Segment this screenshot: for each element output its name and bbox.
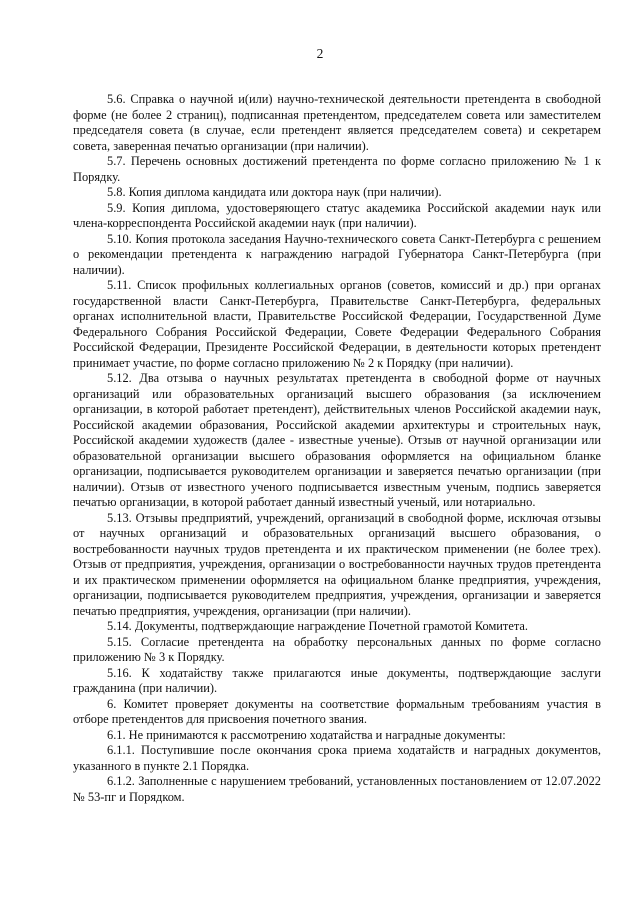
paragraph-5-7: 5.7. Перечень основных достижений претендента по форме согласно приложению № 1 к Порядку. bbox=[73, 154, 601, 184]
paragraph-5-10: 5.10. Копия протокола заседания Научно-технического совета Санкт-Петербурга с решением о рекомендации претендента к награждению наградой Губернатора Санкт-Петербурга (при наличии). bbox=[73, 231, 601, 277]
paragraph-5-6: 5.6. Справка о научной и(или) научно-технической деятельности претендента в свободной форме (не более 2 страниц), подписанная претендентом, председателем совета или заместителем председателя совета (в случае, если претендент является председателем совета) и секретарем совета, заверенная печатью организации (при наличии). bbox=[73, 92, 601, 153]
paragraph-5-12: 5.12. Два отзыва о научных результатах претендента в свободной форме от научных организаций или образовательных организаций высшего образования (за исключением организации, в которой работает претендент), действительных членов Российской академии наук, Российской академии образования, Российской академии архитектуры и строительных наук, Российской академии художеств (далее - известные ученые). Отзыв от научной организации или образовательной организации высшего образования оформляется на официальном бланке организации, подписывается руководителем организации и заверяется печатью организации (при наличии). Отзыв от известного ученого подписывается известным ученым, подпись заверяется печатью организации, в которой работает данный известный ученый, или нотариально. bbox=[73, 371, 601, 509]
paragraph-5-13: 5.13. Отзывы предприятий, учреждений, организаций в свободной форме, исключая отзывы от научных организаций и образовательных организаций высшего образования, о востребованности научных трудов претендента и их практическом применении (не более трех). Отзыв от предприятия, учреждения, организации о востребованности научных трудов претендента и их практическом применении оформляется на официальном бланке предприятия, учреждения, организации, подписывается руководителем предприятия, учреждения, организации и заверяется печатью предприятия, учреждения, организации (при наличии). bbox=[73, 510, 601, 618]
document-body bbox=[73, 92, 601, 805]
paragraph-5-9: 5.9. Копия диплома, удостоверяющего статус академика Российской академии наук или члена-корреспондента Российской академии наук (при наличии). bbox=[73, 200, 601, 230]
paragraph-5-8: 5.8. Копия диплома кандидата или доктора наук (при наличии). bbox=[107, 185, 442, 199]
paragraph-6-1: 6.1. Не принимаются к рассмотрению ходатайства и наградные документы: bbox=[107, 727, 506, 742]
page-number: 2 bbox=[316, 46, 324, 61]
paragraph-5-16: 5.16. К ходатайству также прилагаются иные документы, подтверждающие заслуги гражданина (при наличии). bbox=[73, 665, 601, 695]
paragraph-5-14: 5.14. Документы, подтверждающие награждение Почетной грамотой Комитета. bbox=[107, 619, 528, 633]
paragraph-5-15: 5.15. Согласие претендента на обработку персональных данных по форме согласно приложению № 3 к Порядку. bbox=[73, 634, 601, 664]
paragraph-6-1-2: 6.1.2. Заполненные с нарушением требований, установленных постановлением от 12.07.2022 № 53-пг и Порядком. bbox=[73, 774, 601, 804]
paragraph-5-11: 5.11. Список профильных коллегиальных органов (советов, комиссий и др.) при органах государственной власти Санкт-Петербурга, Правительстве Санкт-Петербурга, федеральных органах исполнительной власти, Правительстве Российской Федерации, Государственной Думе Федерального Собрания Российской Федерации, Совете Федерации Федерального Собрания Российской Федерации, Президенте Российской Федерации, в деятельности которых претендент принимает участие, по форме согласно приложению № 2 к Порядку (при наличии). bbox=[73, 278, 601, 370]
paragraph-6: 6. Комитет проверяет документы на соответствие формальным требованиям участия в отборе претендентов для присвоения почетного звания. bbox=[73, 696, 601, 726]
paragraph-6-1-1: 6.1.1. Поступившие после окончания срока приема ходатайств и наградных документов, указанного в пункте 2.1 Порядка. bbox=[73, 743, 601, 773]
